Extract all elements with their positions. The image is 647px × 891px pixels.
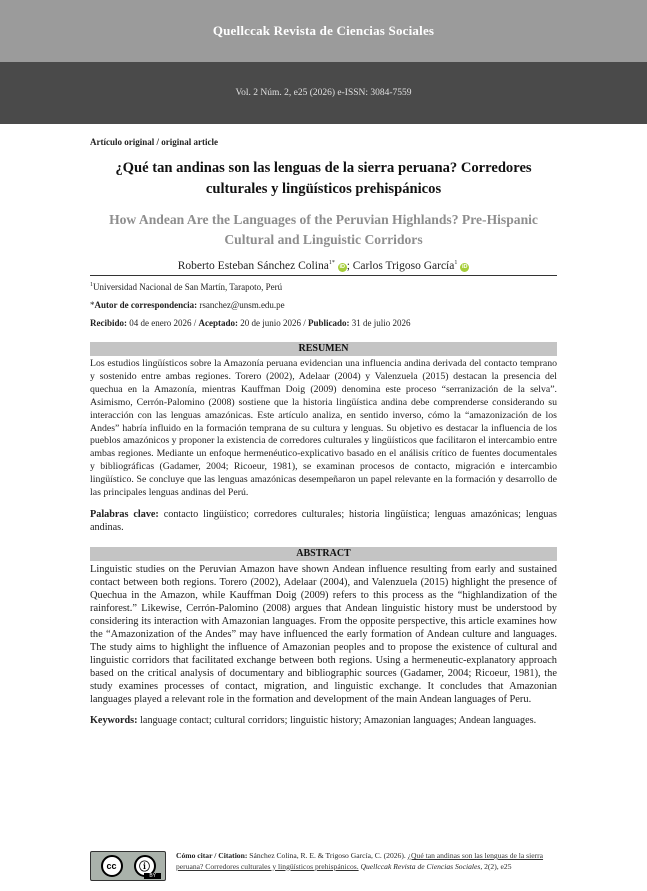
title-english: How Andean Are the Languages of the Peruvian Highlands? Pre-Hispanic Cultural and Linguistic Corridors bbox=[109, 212, 538, 247]
correspondence-email[interactable]: rsanchez@unsm.edu.pe bbox=[199, 300, 285, 310]
orcid-icon[interactable]: iD bbox=[339, 264, 345, 270]
published-label: Publicado: bbox=[308, 318, 350, 328]
affiliation-mark: 1 bbox=[90, 282, 93, 288]
keywords-text: contacto lingüístico; corredores culturales; historia lingüística; lenguas amazónicas; lenguas andinas. bbox=[90, 508, 557, 533]
citation-authors: Sánchez Colina, R. E. & Trigoso García, C. (2026). bbox=[249, 851, 406, 860]
cc-by-license-badge[interactable] bbox=[90, 851, 166, 881]
author-separator: ; bbox=[346, 260, 350, 272]
abstract-keywords bbox=[90, 714, 557, 727]
resumen-keywords bbox=[90, 508, 557, 534]
affiliation-text: Universidad Nacional de San Martín, Tarapoto, Perú bbox=[93, 282, 283, 292]
received-date: 04 de enero 2026 bbox=[129, 318, 192, 328]
author-marks: 1* bbox=[328, 260, 335, 267]
volume-info: Vol. 2 Núm. 2, e25 (2026) e-ISSN: 3084-7559 bbox=[235, 88, 412, 98]
keywords-label: Keywords: bbox=[90, 714, 138, 726]
accepted-label: Aceptado: bbox=[198, 318, 238, 328]
dates-line: Recibido: 04 de enero 2026 / Aceptado: 20 de junio 2026 / Publicado: 31 de julio 2026 bbox=[90, 318, 411, 328]
keywords-text: language contact; cultural corridors; linguistic history; Amazonian languages; Andean languages. bbox=[140, 714, 537, 726]
citation-issue: , 2(2), e25 bbox=[480, 861, 512, 871]
resumen-heading: RESUMEN bbox=[90, 342, 557, 356]
abstract-text: Linguistic studies on the Peruvian Amazon have shown Andean influence resulting from early and sustained contact between both regions. Torero (2002), Adelaar (2004), and Valenzuela (2015) highlight the presence of Quechua in the Amazon, while Kauffman Doig (2009) refers to this process as the “highlandization of the rainforest.” Likewise, Cerrón-Palomino (2008) argues that Andean linguistic history must be understood by considering its interaction with Amazonian languages. From the opposite perspective, this article examines how the “Amazonization of the Andes” may have influenced the early formation of Andean culture and languages. The study aims to highlight the influence of Amazonian peoples and to propose the existence of cultural and linguistic corridors that facilitated exchange between both regions. Using a hermeneutic-explanatory approach based on the critical analysis of documentary and bibliographic sources (Gadamer, 2004; Ricoeur, 1981), the study examines processes of contact, migration, and linguistic exchange. It concludes that Amazonian languages played a relevant role in the formation and development of the main Andean languages of Peru. bbox=[90, 563, 557, 705]
keywords-label: Palabras clave: bbox=[90, 508, 159, 520]
correspondence bbox=[90, 300, 557, 310]
journal-banner bbox=[0, 0, 647, 62]
affiliation bbox=[90, 282, 557, 292]
author-name[interactable]: Carlos Trigoso García bbox=[352, 260, 455, 272]
attribution-person-icon: ⓘ bbox=[134, 855, 156, 877]
cc-icon: cc bbox=[101, 855, 123, 877]
author-name[interactable]: Roberto Esteban Sánchez Colina bbox=[177, 260, 329, 272]
by-label: BY bbox=[144, 873, 161, 879]
author-marks: 1 bbox=[454, 260, 458, 267]
received-label: Recibido: bbox=[90, 318, 127, 328]
correspondence-star: * bbox=[90, 300, 95, 310]
abstract-heading: ABSTRACT bbox=[90, 547, 557, 561]
orcid-icon[interactable]: iD bbox=[461, 264, 468, 270]
authors-line bbox=[90, 260, 557, 276]
citation-block bbox=[176, 851, 557, 872]
correspondence-label: Autor de correspondencia: bbox=[94, 300, 198, 310]
citation-journal: Quellccak Revista de Ciencias Sociales bbox=[360, 861, 481, 871]
published-date: 31 de julio 2026 bbox=[351, 318, 411, 328]
page-footer bbox=[90, 851, 557, 881]
article-body bbox=[0, 137, 647, 727]
journal-name: Quellccak Revista de Ciencias Sociales bbox=[212, 23, 435, 38]
title-spanish: ¿Qué tan andinas son las lenguas de la sierra peruana? Corredores culturales y lingüísticos prehispánicos bbox=[115, 160, 532, 197]
resumen-text: Los estudios lingüísticos sobre la Amazonía peruana evidencian una influencia andina derivada del contacto temprano y sostenido entre ambas regiones. Torero (2002), Adelaar (2004) y Valenzuela (2015) destacan la presencia del quechua en la Amazonía, mientras Kauffman Doig (2009) denomina este proceso “serranización de la selva”. Asimismo, Cerrón-Palomino (2008) sostiene que la historia lingüística andina debe comprenderse considerando su interacción con las lenguas amazónicas. Este artículo analiza, en sentido inverso, cómo la “amazonización de los Andes” habría influido en la formación temprana de su cultura y lenguas. Su objetivo es destacar la influencia de los pueblos amazónicos y proponer la existencia de corredores culturales y lingüísticos que facilitaron el intercambio entre ambas regiones. Mediante un enfoque hermenéutico-explicativo basado en el análisis crítico de fuentes documentales y bibliográficas (Gadamer, 2004; Ricoeur, 1981), se examinan procesos de contacto, migración e intercambio lingüístico. Se concluye que las lenguas amazónicas desempeñaron un papel relevante en la formación y desarrollo de las principales lenguas andinas del Perú. bbox=[90, 358, 557, 499]
citation-title-link[interactable]: ¿Qué tan andinas son las lenguas de la sierra peruana? Corredores culturales y lingüísticos prehispánicos. bbox=[176, 851, 544, 871]
article-type: Artículo original / original article bbox=[90, 137, 218, 147]
accepted-date: 20 de junio 2026 bbox=[240, 318, 301, 328]
volume-banner bbox=[0, 62, 647, 124]
citation-label: Cómo citar / Citation: bbox=[176, 851, 248, 860]
